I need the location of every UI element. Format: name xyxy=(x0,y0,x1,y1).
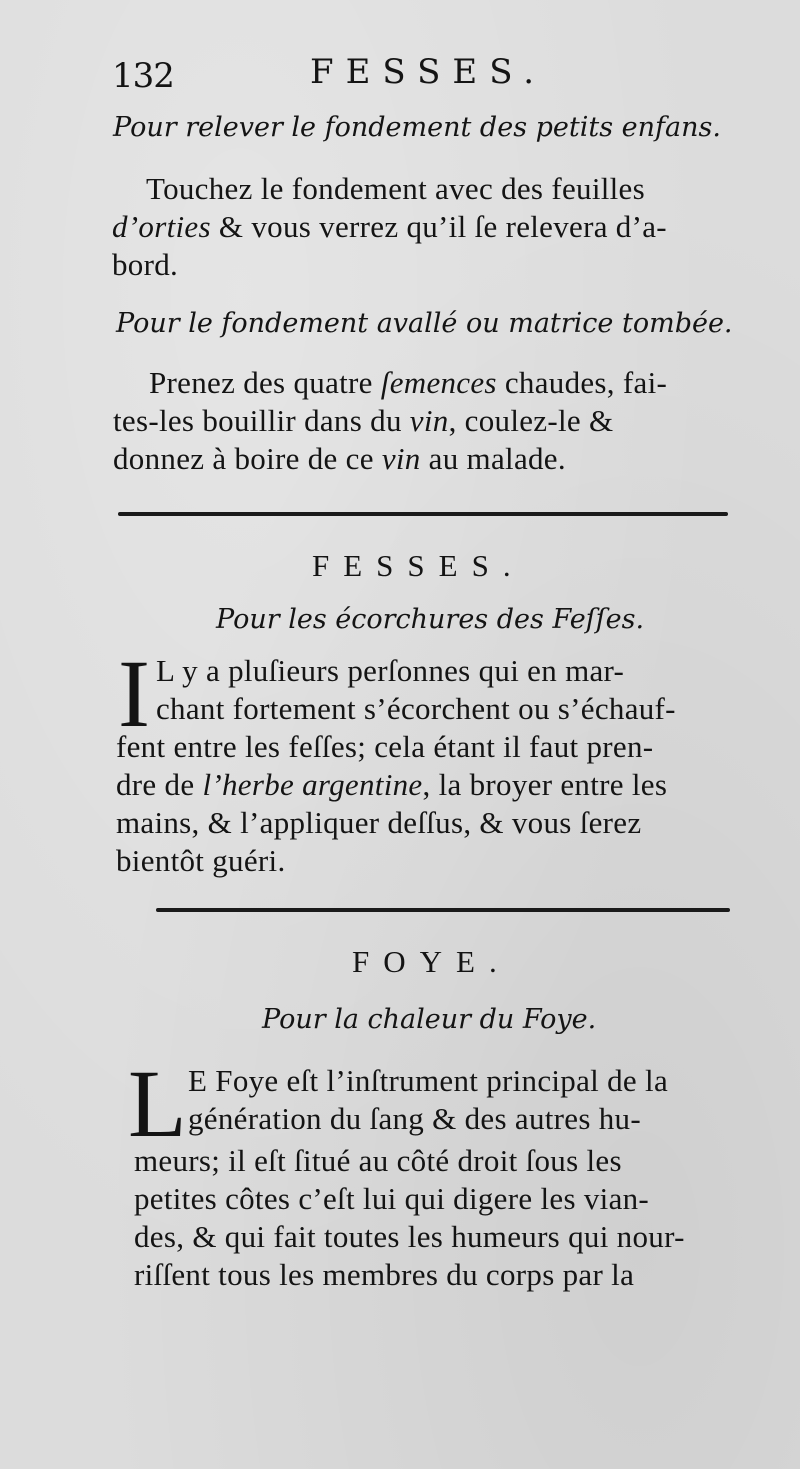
text-line xyxy=(134,1142,685,1180)
text-run: riſſent tous les membres du corps par la xyxy=(134,1257,635,1292)
text-run: au malade. xyxy=(420,441,566,476)
recipe-text-fondement xyxy=(113,364,667,478)
text-line xyxy=(134,1180,685,1218)
recipe-heading-ecorchures: Pour les écorchures des Feſſes. xyxy=(216,604,645,635)
italic-term: ſemences xyxy=(380,365,497,400)
recipe-text-foye xyxy=(134,1142,685,1294)
text-line-first xyxy=(156,652,676,728)
italic-term: vin xyxy=(409,403,449,438)
text-line xyxy=(113,402,667,440)
text-line xyxy=(113,440,667,478)
drop-cap: I xyxy=(118,640,150,747)
text-line xyxy=(112,246,667,284)
text-run: fent entre les feſſes; cela étant il faut pren- xyxy=(116,729,654,764)
recipe-text-enfans xyxy=(112,170,667,284)
text-run: & vous verrez qu’il ſe relevera d’a- xyxy=(210,209,667,244)
text-run: des, & qui fait toutes les humeurs qui nour- xyxy=(134,1219,685,1254)
text-run: bientôt guéri. xyxy=(116,843,286,878)
text-run: , coulez-le & xyxy=(448,403,614,438)
section-divider xyxy=(156,908,730,912)
text-run: , la broyer entre les xyxy=(422,767,668,802)
text-run: tes-les bouillir dans du xyxy=(113,403,410,438)
text-run: Touchez le fondement avec des feuilles xyxy=(146,171,645,206)
text-line: L y a pluſieurs perſonnes qui en mar- xyxy=(156,653,625,688)
page-header xyxy=(112,52,742,96)
text-run: chaudes, fai- xyxy=(496,365,668,400)
text-line xyxy=(134,1218,685,1256)
recipe-heading-foye: Pour la chaleur du Foye. xyxy=(262,1004,597,1035)
text-line xyxy=(116,804,667,842)
text-line xyxy=(116,728,667,766)
text-run: dre de xyxy=(116,767,203,802)
text-line xyxy=(116,842,667,880)
section-divider xyxy=(118,512,728,516)
recipe-heading-fondement: Pour le fondement avallé ou matrice tombée. xyxy=(116,308,733,339)
page-number: 132 xyxy=(112,56,174,96)
section-title-foye: FOYE. xyxy=(352,944,511,979)
text-line-first xyxy=(188,1062,668,1138)
text-line xyxy=(112,208,667,246)
text-run: meurs; il eſt ſitué au côté droit ſous les xyxy=(134,1143,622,1178)
running-head: FESSES. xyxy=(310,52,547,92)
italic-term: l’herbe argentine xyxy=(202,767,423,802)
text-line xyxy=(113,364,667,402)
text-run: Prenez des quatre xyxy=(149,365,381,400)
section-title-fesses: FESSES. xyxy=(312,548,525,583)
text-run: bord. xyxy=(112,247,179,282)
text-line: génération du ſang & des autres hu- xyxy=(188,1101,641,1136)
text-line: chant fortement s’écorchent ou s’échauf- xyxy=(156,691,676,726)
text-line xyxy=(134,1256,685,1294)
recipe-text-ecorchures xyxy=(116,728,667,880)
text-line xyxy=(112,170,667,208)
italic-term: d’orties xyxy=(112,209,211,244)
text-run: mains, & l’appliquer deſſus, & vous ſerez xyxy=(116,805,642,840)
drop-cap: L xyxy=(128,1050,187,1157)
recipe-heading-enfans: Pour relever le fondement des petits enfans. xyxy=(113,112,721,143)
text-line xyxy=(116,766,667,804)
italic-term: vin xyxy=(381,441,421,476)
text-run: donnez à boire de ce xyxy=(113,441,382,476)
text-line: E Foye eſt l’inſtrument principal de la xyxy=(188,1063,669,1098)
text-run: petites côtes c’eſt lui qui digere les vian- xyxy=(134,1181,650,1216)
